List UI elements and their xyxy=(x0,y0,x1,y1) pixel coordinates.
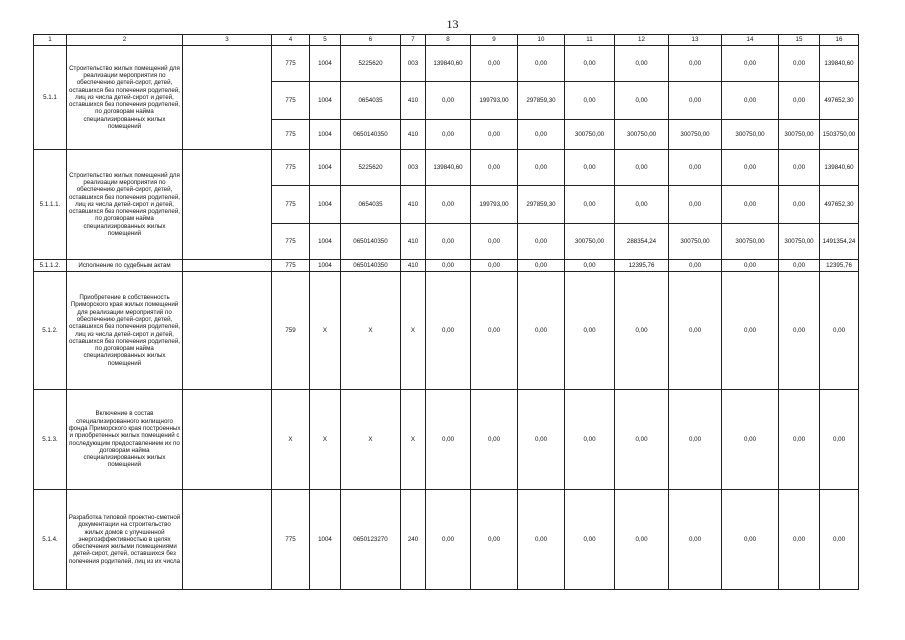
data-cell: 1004 xyxy=(310,260,341,272)
row-code: 5.1.1 xyxy=(34,46,67,150)
data-cell: 300750,00 xyxy=(565,120,615,150)
data-cell: 300750,00 xyxy=(615,120,669,150)
data-cell: 139840,60 xyxy=(426,150,471,186)
data-cell: 775 xyxy=(272,150,310,186)
data-cell: 0,00 xyxy=(471,46,518,82)
row-responsible xyxy=(183,490,272,590)
data-cell: X xyxy=(401,272,426,390)
data-cell: 0,00 xyxy=(426,186,471,224)
data-cell: 0,00 xyxy=(471,224,518,260)
data-cell: 0,00 xyxy=(518,390,565,490)
data-cell: X xyxy=(341,390,401,490)
column-header: 1 xyxy=(34,35,67,46)
data-cell: 0,00 xyxy=(471,260,518,272)
data-cell: 0,00 xyxy=(669,82,722,120)
data-cell: 0654035 xyxy=(341,186,401,224)
data-cell: 0,00 xyxy=(722,150,779,186)
data-cell: 0,00 xyxy=(426,120,471,150)
data-cell: 0,00 xyxy=(518,224,565,260)
data-cell: 0,00 xyxy=(779,150,820,186)
data-cell: 0,00 xyxy=(565,150,615,186)
table-row xyxy=(34,272,859,390)
data-cell: 410 xyxy=(401,120,426,150)
data-cell: 759 xyxy=(272,272,310,390)
data-cell: 1004 xyxy=(310,186,341,224)
data-cell: 1004 xyxy=(310,224,341,260)
data-cell: 0,00 xyxy=(779,46,820,82)
data-cell: 0,00 xyxy=(565,186,615,224)
data-cell: 0,00 xyxy=(722,490,779,590)
data-cell: 0,00 xyxy=(779,390,820,490)
row-responsible xyxy=(183,46,272,150)
data-cell: 0,00 xyxy=(722,272,779,390)
data-cell: 0,00 xyxy=(669,260,722,272)
table-row xyxy=(34,390,859,490)
row-code: 5.1.1.1. xyxy=(34,150,67,260)
column-header: 13 xyxy=(669,35,722,46)
column-header: 5 xyxy=(310,35,341,46)
data-cell: 497652,30 xyxy=(820,82,859,120)
data-cell: 0,00 xyxy=(615,272,669,390)
column-header: 7 xyxy=(401,35,426,46)
data-cell: 410 xyxy=(401,224,426,260)
data-cell: 1503750,00 xyxy=(820,120,859,150)
column-header: 14 xyxy=(722,35,779,46)
row-description: Разработка типовой проектно-сметной документации на строительство жилых домов с улучшенной энергоэффективностью в целях обеспечения жилыми помещениями детей-сирот, детей, оставшихся без попечения родителей, лиц из их числа xyxy=(67,490,183,590)
data-cell: 0,00 xyxy=(820,390,859,490)
data-cell: X xyxy=(341,272,401,390)
data-cell: 0,00 xyxy=(565,390,615,490)
data-cell: 0,00 xyxy=(615,390,669,490)
data-cell: 775 xyxy=(272,490,310,590)
data-cell: 0,00 xyxy=(471,390,518,490)
data-cell: 775 xyxy=(272,46,310,82)
data-cell: 0,00 xyxy=(615,46,669,82)
data-cell: 12395,76 xyxy=(615,260,669,272)
data-cell: 0650140350 xyxy=(341,224,401,260)
data-cell: 0,00 xyxy=(518,120,565,150)
row-description: Строительство жилых помещений для реализации мероприятия по обеспечению детей-сирот, детей, оставшихся без попечения родителей, лиц из числа детей-сирот и детей, оставшихся без попечения родителей, по договорам найма специализированных жилых помещений xyxy=(67,150,183,260)
page-number: 13 xyxy=(446,17,459,31)
row-description: Приобретение в собственность Приморского края жилых помещений для реализации мероприятий по обеспечению детей-сирот, детей, оставшихся без попечения родителей, лиц из числа детей-сирот и детей, оставшихся без попечения родителей, по договорам найма специализированных жилых помещений xyxy=(67,272,183,390)
data-cell: 139840,60 xyxy=(820,150,859,186)
data-cell: 300750,00 xyxy=(565,224,615,260)
data-cell: 0,00 xyxy=(669,46,722,82)
data-cell: 410 xyxy=(401,260,426,272)
data-cell: 410 xyxy=(401,186,426,224)
data-cell: 0,00 xyxy=(426,224,471,260)
column-header: 16 xyxy=(820,35,859,46)
data-cell: 0,00 xyxy=(669,150,722,186)
data-cell: 1004 xyxy=(310,120,341,150)
data-cell: 0,00 xyxy=(615,82,669,120)
column-header: 11 xyxy=(565,35,615,46)
data-cell: 300750,00 xyxy=(669,224,722,260)
data-cell: 5225620 xyxy=(341,150,401,186)
data-cell: 0654035 xyxy=(341,82,401,120)
data-cell: 1004 xyxy=(310,490,341,590)
data-cell: 003 xyxy=(401,46,426,82)
data-cell: 0,00 xyxy=(669,272,722,390)
row-code: 5.1.4. xyxy=(34,490,67,590)
column-header: 10 xyxy=(518,35,565,46)
data-cell: 0,00 xyxy=(565,272,615,390)
data-cell: 775 xyxy=(272,82,310,120)
header-row xyxy=(34,35,859,46)
data-cell: 0,00 xyxy=(518,490,565,590)
column-header: 2 xyxy=(67,35,183,46)
data-cell: 300750,00 xyxy=(779,120,820,150)
data-cell: 0650140350 xyxy=(341,120,401,150)
data-cell: 0,00 xyxy=(471,150,518,186)
row-responsible xyxy=(183,272,272,390)
table-row xyxy=(34,260,859,272)
data-cell: 300750,00 xyxy=(722,224,779,260)
table-row xyxy=(34,490,859,590)
data-cell: 0,00 xyxy=(426,82,471,120)
row-description: Строительство жилых помещений для реализации мероприятия по обеспечению детей-сирот, детей, оставшихся без попечения родителей, лиц из числа детей-сирот и детей, оставшихся без попечения родителей, по договорам найма специализированных жилых помещений xyxy=(67,46,183,150)
data-cell: 1004 xyxy=(310,82,341,120)
row-description: Исполнение по судебным актам xyxy=(67,260,183,272)
column-header: 9 xyxy=(471,35,518,46)
data-cell: 0,00 xyxy=(518,260,565,272)
data-cell: 0,00 xyxy=(779,260,820,272)
data-cell: 300750,00 xyxy=(669,120,722,150)
data-cell: 0,00 xyxy=(820,490,859,590)
data-cell: 497652,30 xyxy=(820,186,859,224)
column-header: 3 xyxy=(183,35,272,46)
data-cell: 0,00 xyxy=(669,186,722,224)
data-cell: 0,00 xyxy=(471,272,518,390)
data-cell: 0,00 xyxy=(471,490,518,590)
row-code: 5.1.1.2. xyxy=(34,260,67,272)
data-cell: 0,00 xyxy=(820,272,859,390)
data-cell: 0,00 xyxy=(518,150,565,186)
data-cell: 0,00 xyxy=(615,186,669,224)
data-cell: 0,00 xyxy=(615,490,669,590)
column-header: 8 xyxy=(426,35,471,46)
column-header: 15 xyxy=(779,35,820,46)
data-cell: 0,00 xyxy=(722,186,779,224)
data-cell: 0,00 xyxy=(518,46,565,82)
data-cell: 297859,30 xyxy=(518,186,565,224)
data-cell: 0,00 xyxy=(426,490,471,590)
data-cell: 5225620 xyxy=(341,46,401,82)
data-cell: 199793,00 xyxy=(471,82,518,120)
column-header: 12 xyxy=(615,35,669,46)
data-cell: 775 xyxy=(272,224,310,260)
data-cell: 775 xyxy=(272,120,310,150)
data-cell: 0,00 xyxy=(779,186,820,224)
data-cell: 139840,60 xyxy=(820,46,859,82)
data-cell: 0650140350 xyxy=(341,260,401,272)
data-cell: 0,00 xyxy=(565,490,615,590)
data-cell: 300750,00 xyxy=(722,120,779,150)
row-responsible xyxy=(183,150,272,260)
data-cell: 0650123270 xyxy=(341,490,401,590)
data-cell: 300750,00 xyxy=(779,224,820,260)
data-cell: X xyxy=(310,390,341,490)
column-header: 6 xyxy=(341,35,401,46)
row-code: 5.1.2. xyxy=(34,272,67,390)
row-code: 5.1.3. xyxy=(34,390,67,490)
data-cell: 0,00 xyxy=(722,260,779,272)
data-cell: 240 xyxy=(401,490,426,590)
data-cell: 1004 xyxy=(310,46,341,82)
data-cell: 0,00 xyxy=(722,82,779,120)
data-cell: X xyxy=(310,272,341,390)
row-responsible xyxy=(183,260,272,272)
data-cell: 0,00 xyxy=(615,150,669,186)
data-cell: 12395,76 xyxy=(820,260,859,272)
data-cell: 0,00 xyxy=(565,82,615,120)
data-cell: 0,00 xyxy=(518,272,565,390)
budget-table xyxy=(33,34,859,590)
data-cell: 0,00 xyxy=(426,390,471,490)
data-cell: 297859,30 xyxy=(518,82,565,120)
data-cell: 0,00 xyxy=(669,490,722,590)
data-cell: 0,00 xyxy=(669,390,722,490)
data-cell: 410 xyxy=(401,82,426,120)
data-cell: 0,00 xyxy=(779,490,820,590)
data-cell: X xyxy=(272,390,310,490)
data-cell: 0,00 xyxy=(779,272,820,390)
data-cell: 199793,00 xyxy=(471,186,518,224)
data-cell: 0,00 xyxy=(779,82,820,120)
data-cell: 0,00 xyxy=(565,260,615,272)
row-responsible xyxy=(183,390,272,490)
data-cell: 0,00 xyxy=(426,260,471,272)
column-header: 4 xyxy=(272,35,310,46)
row-description: Включение в состав специализированного жилищного фонда Приморского края построенных и приобретенных жилых помещений с последующим предоставлением их по договорам найма специализированных жилых помещений xyxy=(67,390,183,490)
data-cell: 775 xyxy=(272,260,310,272)
data-cell: 139840,60 xyxy=(426,46,471,82)
data-cell: X xyxy=(401,390,426,490)
data-cell: 0,00 xyxy=(722,46,779,82)
data-cell: 288354,24 xyxy=(615,224,669,260)
data-cell: 003 xyxy=(401,150,426,186)
data-cell: 775 xyxy=(272,186,310,224)
data-cell: 1491354,24 xyxy=(820,224,859,260)
data-cell: 0,00 xyxy=(426,272,471,390)
table-row xyxy=(34,46,859,82)
data-cell: 0,00 xyxy=(722,390,779,490)
table-row xyxy=(34,150,859,186)
data-cell: 0,00 xyxy=(471,120,518,150)
data-cell: 1004 xyxy=(310,150,341,186)
data-cell: 0,00 xyxy=(565,46,615,82)
